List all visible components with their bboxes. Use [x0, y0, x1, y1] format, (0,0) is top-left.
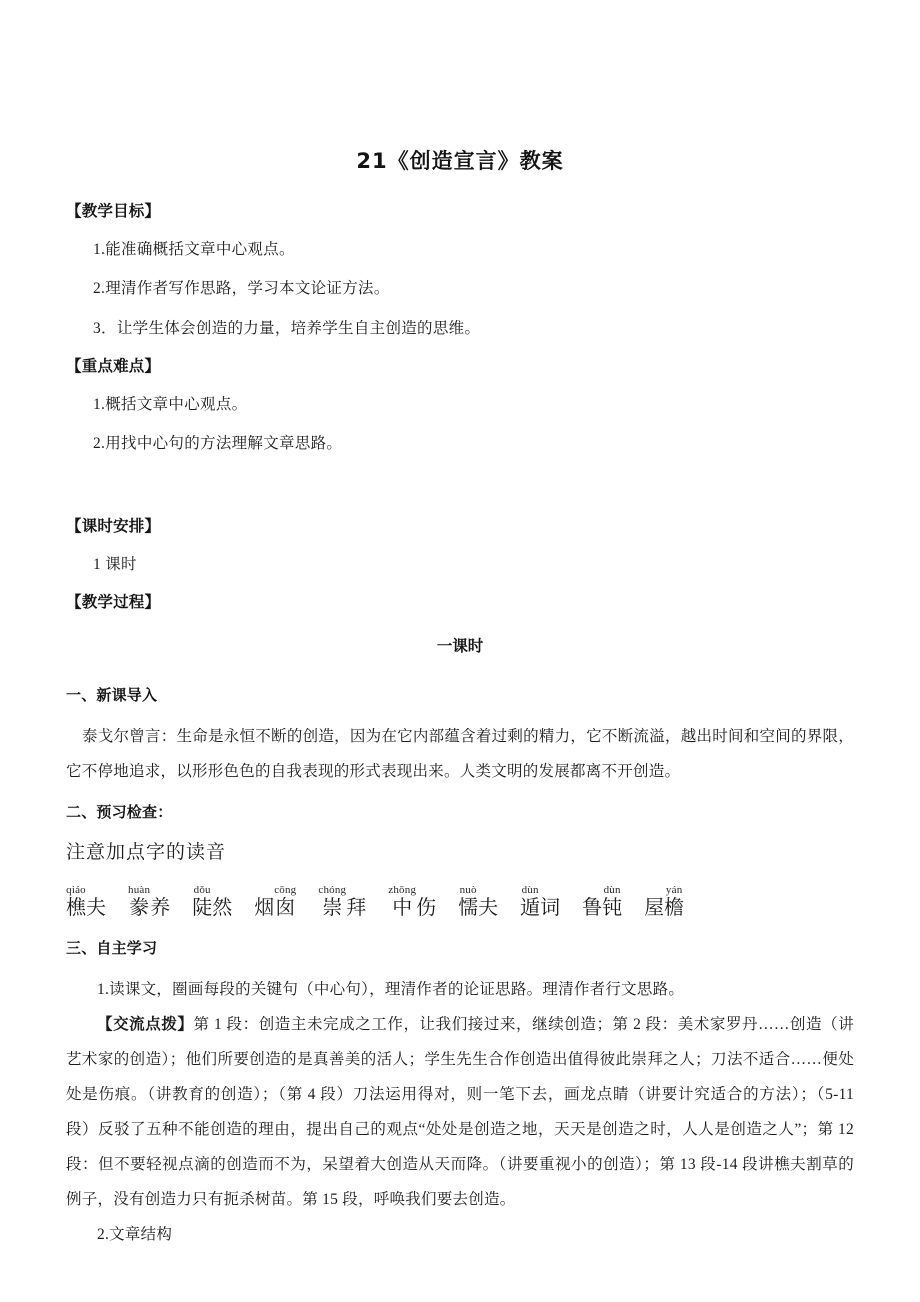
discussion-paragraph — [66, 1007, 854, 1217]
chinese-char: 樵 — [66, 896, 86, 919]
plain-char — [582, 884, 602, 920]
pinyin-annotated-char — [128, 884, 150, 920]
pinyin-mark: huàn — [128, 883, 151, 896]
objective-item-1: 1.能准确概括文章中心观点。 — [93, 240, 295, 258]
pinyin-mark: nuò — [459, 883, 477, 896]
self-study-item-1: 1.读课文，圈画每段的关键句（中心句），理清作者的论证思路。理清作者行文思路。 — [97, 980, 685, 998]
pinyin-word — [520, 884, 560, 920]
pinyin-word — [458, 884, 498, 920]
pinyin-mark: cōng — [274, 883, 297, 896]
section-heading-self-study: 三、自主学习 — [66, 938, 158, 957]
pinyin-word — [644, 884, 684, 920]
chinese-char: 钝 — [602, 896, 623, 919]
lead-in-paragraph: 泰戈尔曾言：生命是永恒不断的创造，因为在它内部蕴含着过剩的精力，它不断流溢，越出时间和空间的界限，它不停地追求，以形形色色的自我表现的形式表现出来。人类文明的发展都离不开创造。 — [66, 727, 854, 780]
pinyin-annotated-char — [66, 884, 86, 920]
key-point-item-1: 1.概括文章中心观点。 — [93, 395, 248, 413]
chinese-char: 豢 — [129, 896, 150, 919]
center-heading-one-period: 一课时 — [436, 637, 484, 656]
pinyin-word — [318, 884, 366, 920]
page-title: 21《创造宣言》教案 — [356, 149, 564, 173]
pinyin-annotated-char — [192, 884, 212, 920]
plain-char — [416, 884, 436, 920]
chinese-char: 崇 — [322, 896, 343, 919]
chinese-char: 屋 — [644, 896, 665, 919]
section-heading-process: 【教学过程】 — [66, 592, 161, 611]
pinyin-word — [192, 884, 232, 920]
document-body — [66, 0, 854, 1252]
section-heading-key-points: 【重点难点】 — [66, 357, 161, 376]
plain-char — [212, 884, 232, 920]
chinese-char: 养 — [150, 896, 171, 919]
schedule-item-1: 1 课时 — [93, 556, 137, 574]
chinese-char: 囱 — [275, 896, 296, 919]
key-point-item-2: 2.用找中心句的方法理解文章思路。 — [93, 435, 343, 453]
preview-subheading: 注意加点字的读音 — [66, 841, 227, 863]
pinyin-word — [66, 884, 106, 920]
chinese-char: 夫 — [86, 896, 106, 919]
plain-char — [150, 884, 170, 920]
pinyin-word — [128, 884, 170, 920]
plain-char — [346, 884, 366, 920]
pinyin-annotated-char — [274, 884, 296, 920]
section-heading-objectives: 【教学目标】 — [66, 202, 161, 221]
chinese-char: 遁 — [520, 896, 541, 919]
pinyin-word — [582, 884, 622, 920]
plain-char — [254, 884, 274, 920]
pinyin-mark: zhōng — [388, 883, 417, 896]
plain-char — [540, 884, 560, 920]
chinese-char: 懦 — [458, 896, 479, 919]
pinyin-mark: dǒu — [193, 883, 211, 896]
chinese-char: 檐 — [664, 896, 685, 919]
section-heading-lead-in: 一、新课导入 — [66, 685, 158, 704]
pinyin-word-row — [66, 884, 854, 920]
pinyin-annotated-char — [388, 884, 416, 920]
chinese-char: 鲁 — [582, 896, 603, 919]
pinyin-annotated-char — [602, 884, 622, 920]
plain-char — [478, 884, 498, 920]
chinese-char: 烟 — [254, 896, 275, 919]
pinyin-annotated-char — [458, 884, 478, 920]
pinyin-word — [254, 884, 296, 920]
chinese-char: 陡 — [192, 896, 213, 919]
pinyin-annotated-char — [520, 884, 540, 920]
pinyin-mark: chóng — [318, 883, 347, 896]
self-study-item-2: 2.文章结构 — [97, 1225, 173, 1243]
chinese-char: 夫 — [478, 896, 499, 919]
pinyin-mark: dùn — [521, 883, 539, 896]
section-heading-preview: 二、预习检查： — [66, 802, 173, 821]
pinyin-annotated-char — [318, 884, 346, 920]
chinese-char: 中 — [392, 896, 413, 919]
pinyin-mark: qiáo — [66, 883, 86, 896]
discussion-label: 【交流点拨】 — [97, 1014, 194, 1033]
chinese-char: 伤 — [416, 896, 437, 919]
chinese-char: 词 — [540, 896, 561, 919]
section-heading-schedule: 【课时安排】 — [66, 516, 161, 535]
pinyin-mark: dùn — [603, 883, 621, 896]
objective-item-2: 2.理清作者写作思路，学习本文论证方法。 — [93, 280, 390, 298]
pinyin-mark: yán — [665, 883, 683, 896]
pinyin-annotated-char — [664, 884, 684, 920]
plain-char — [86, 884, 106, 920]
plain-char — [644, 884, 664, 920]
objective-item-3: 3．让学生体会创造的力量，培养学生自主创造的思维。 — [93, 319, 481, 337]
chinese-char: 拜 — [346, 896, 367, 919]
discussion-body: 第 1 段：创造主未完成之工作，让我们接过来，继续创造；第 2 段：美术家罗丹……创造（讲艺术家的创造）；他们所要创造的是真善美的活人；学生先生合作创造出值得彼此崇拜之人；刀法不适合……便处处是伤痕。（讲教育的创造）；（第 4 段）刀法运用得对，则一笔下去，画龙点睛（讲要计究适合的方法）；（5-11 段）反驳了五种不能创造的理由，提出自己的观点“处处是创造之地，天天是创造之时，人人是创造之人”；第 12 段：但不要轻视点滴的创造而不为，呆望着大创造从天而降。（讲要重视小的创造）；第 13 段-14 段讲樵夫割草的例子，没有创造力只有扼杀树苗。第 15 段，呼唤我们要去创造。 — [66, 1015, 854, 1208]
chinese-char: 然 — [212, 896, 233, 919]
pinyin-word — [388, 884, 436, 920]
